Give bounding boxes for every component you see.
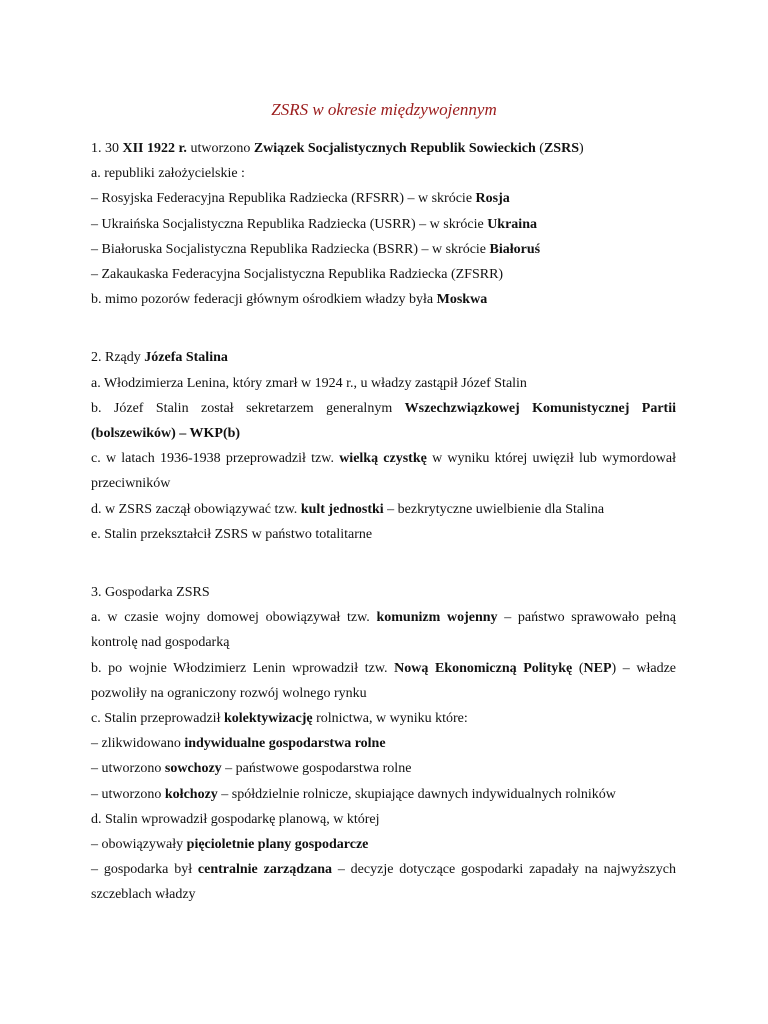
text-run: e. Stalin przekształcił ZSRS w państwo totalitarne	[91, 526, 373, 542]
bold-text: komunizm wojenny	[376, 610, 498, 626]
text-run: a. w czasie wojny domowej obowiązywał tzw.	[91, 610, 377, 626]
text-run: rolnictwa, w wyniku które:	[312, 711, 468, 727]
section-heading	[91, 580, 676, 605]
list-item	[91, 857, 676, 907]
list-item	[91, 756, 676, 781]
document-body	[91, 136, 676, 908]
bold-text: Rosja	[475, 191, 510, 207]
paragraph-line	[91, 656, 676, 706]
bold-text: NEP	[583, 660, 612, 676]
text-run: 3. Gospodarka ZSRS	[91, 585, 210, 601]
text-run: – utworzono	[91, 761, 165, 777]
text-run: 2. Rządy	[91, 350, 145, 366]
section-heading	[91, 345, 676, 370]
text-run: – gospodarka był	[91, 862, 198, 878]
text-run: a. Włodzimierza Lenina, który zmarł w 1924 r., u władzy zastąpił Józef Stalin	[91, 375, 527, 391]
text-run: – Zakaukaska Federacyjna Socjalistyczna Republika Radziecka (ZFSRR)	[91, 267, 504, 283]
text-run: b. po wojnie Włodzimierz Lenin wprowadził tzw.	[91, 660, 395, 676]
text-run: a. republiki założycielskie :	[91, 166, 245, 182]
paragraph-line	[91, 371, 676, 396]
bold-text: Józefa Stalina	[144, 350, 228, 366]
bold-text: XII 1922 r.	[122, 141, 187, 156]
text-run: – spółdzielnie rolnicze, skupiające dawnych indywidualnych rolników	[217, 786, 616, 802]
paragraph-line	[91, 522, 676, 547]
bold-text: kult jednostki	[300, 501, 384, 517]
text-run: – zlikwidowano	[91, 736, 185, 752]
text-run: 1. 30	[91, 141, 123, 156]
bold-text: Moskwa	[436, 292, 488, 308]
bold-text: indywidualne gospodarstwa rolne	[184, 736, 386, 752]
paragraph-line	[91, 136, 676, 161]
text-run: d. w ZSRS zaczął obowiązywać tzw.	[91, 501, 301, 517]
text-run: b. mimo pozorów federacji głównym ośrodkiem władzy była	[91, 292, 437, 308]
paragraph-line	[91, 287, 676, 312]
bold-text: Związek Socjalistycznych Republik Sowieckich	[253, 141, 536, 156]
text-run: – obowiązywały	[91, 837, 187, 853]
text-run: b. Józef Stalin został sekretarzem generalnym	[91, 400, 405, 416]
paragraph-line	[91, 807, 676, 832]
list-item	[91, 731, 676, 756]
paragraph-line	[91, 605, 676, 655]
bold-text: kolektywizację	[223, 711, 313, 727]
bold-text: kołchozy	[164, 786, 218, 802]
bold-text: Białoruś	[489, 241, 541, 257]
text-run: utworzono	[186, 141, 254, 156]
bold-text: Ukraina	[487, 216, 537, 232]
bold-text: centralnie zarządzana	[197, 862, 333, 878]
list-item	[91, 262, 676, 287]
list-item	[91, 237, 676, 262]
paragraph-line	[91, 161, 676, 186]
paragraph-line	[91, 396, 676, 446]
text-run: – państwo sprawowało pełną kontrolę nad gospodarką	[91, 610, 676, 651]
text-run: )	[579, 141, 584, 156]
list-item	[91, 782, 676, 807]
text-run: – decyzje dotyczące gospodarki zapadały na najwyższych szczeblach władzy	[91, 862, 676, 903]
text-run: – państwowe gospodarstwa rolne	[221, 761, 412, 777]
list-item	[91, 212, 676, 237]
bold-text: Wszechzwiązkowej Komunistycznej Partii (bolszewików) – WKP(b)	[91, 400, 676, 442]
text-run: – Ukraińska Socjalistyczna Republika Radziecka (USRR) – w skrócie	[91, 216, 488, 232]
list-item	[91, 832, 676, 857]
text-run: c. Stalin przeprowadził	[91, 711, 224, 727]
text-run: d. Stalin wprowadził gospodarkę planową, w której	[91, 811, 380, 827]
text-run: w wyniku której uwięził lub wymordował przeciwników	[91, 451, 676, 492]
text-run: – Rosyjska Federacyjna Republika Radziecka (RFSRR) – w skrócie	[91, 191, 476, 207]
text-run: – bezkrytyczne uwielbienie dla Stalina	[383, 501, 605, 517]
text-run: (	[535, 141, 544, 156]
bold-text: Nową Ekonomiczną Politykę	[394, 660, 573, 676]
paragraph-line	[91, 497, 676, 522]
section-gap	[91, 547, 676, 580]
text-run: c. w latach 1936-1938 przeprowadził tzw.	[91, 451, 340, 467]
paragraph-line	[91, 446, 676, 496]
text-run: (	[572, 660, 584, 676]
text-run: – utworzono	[91, 786, 165, 802]
bold-text: ZSRS	[543, 141, 579, 156]
text-run: – Białoruska Socjalistyczna Republika Radziecka (BSRR) – w skrócie	[91, 241, 490, 257]
paragraph-line	[91, 706, 676, 731]
bold-text: wielką czystkę	[339, 451, 427, 467]
list-item	[91, 186, 676, 211]
page-title: ZSRS w okresie międzywojennym	[271, 100, 497, 119]
section-gap	[91, 312, 676, 345]
bold-text: pięcioletnie plany gospodarcze	[186, 837, 369, 853]
bold-text: sowchozy	[164, 761, 222, 777]
text-run: ) – władze pozwoliły na ograniczony rozwój wolnego rynku	[91, 660, 677, 701]
